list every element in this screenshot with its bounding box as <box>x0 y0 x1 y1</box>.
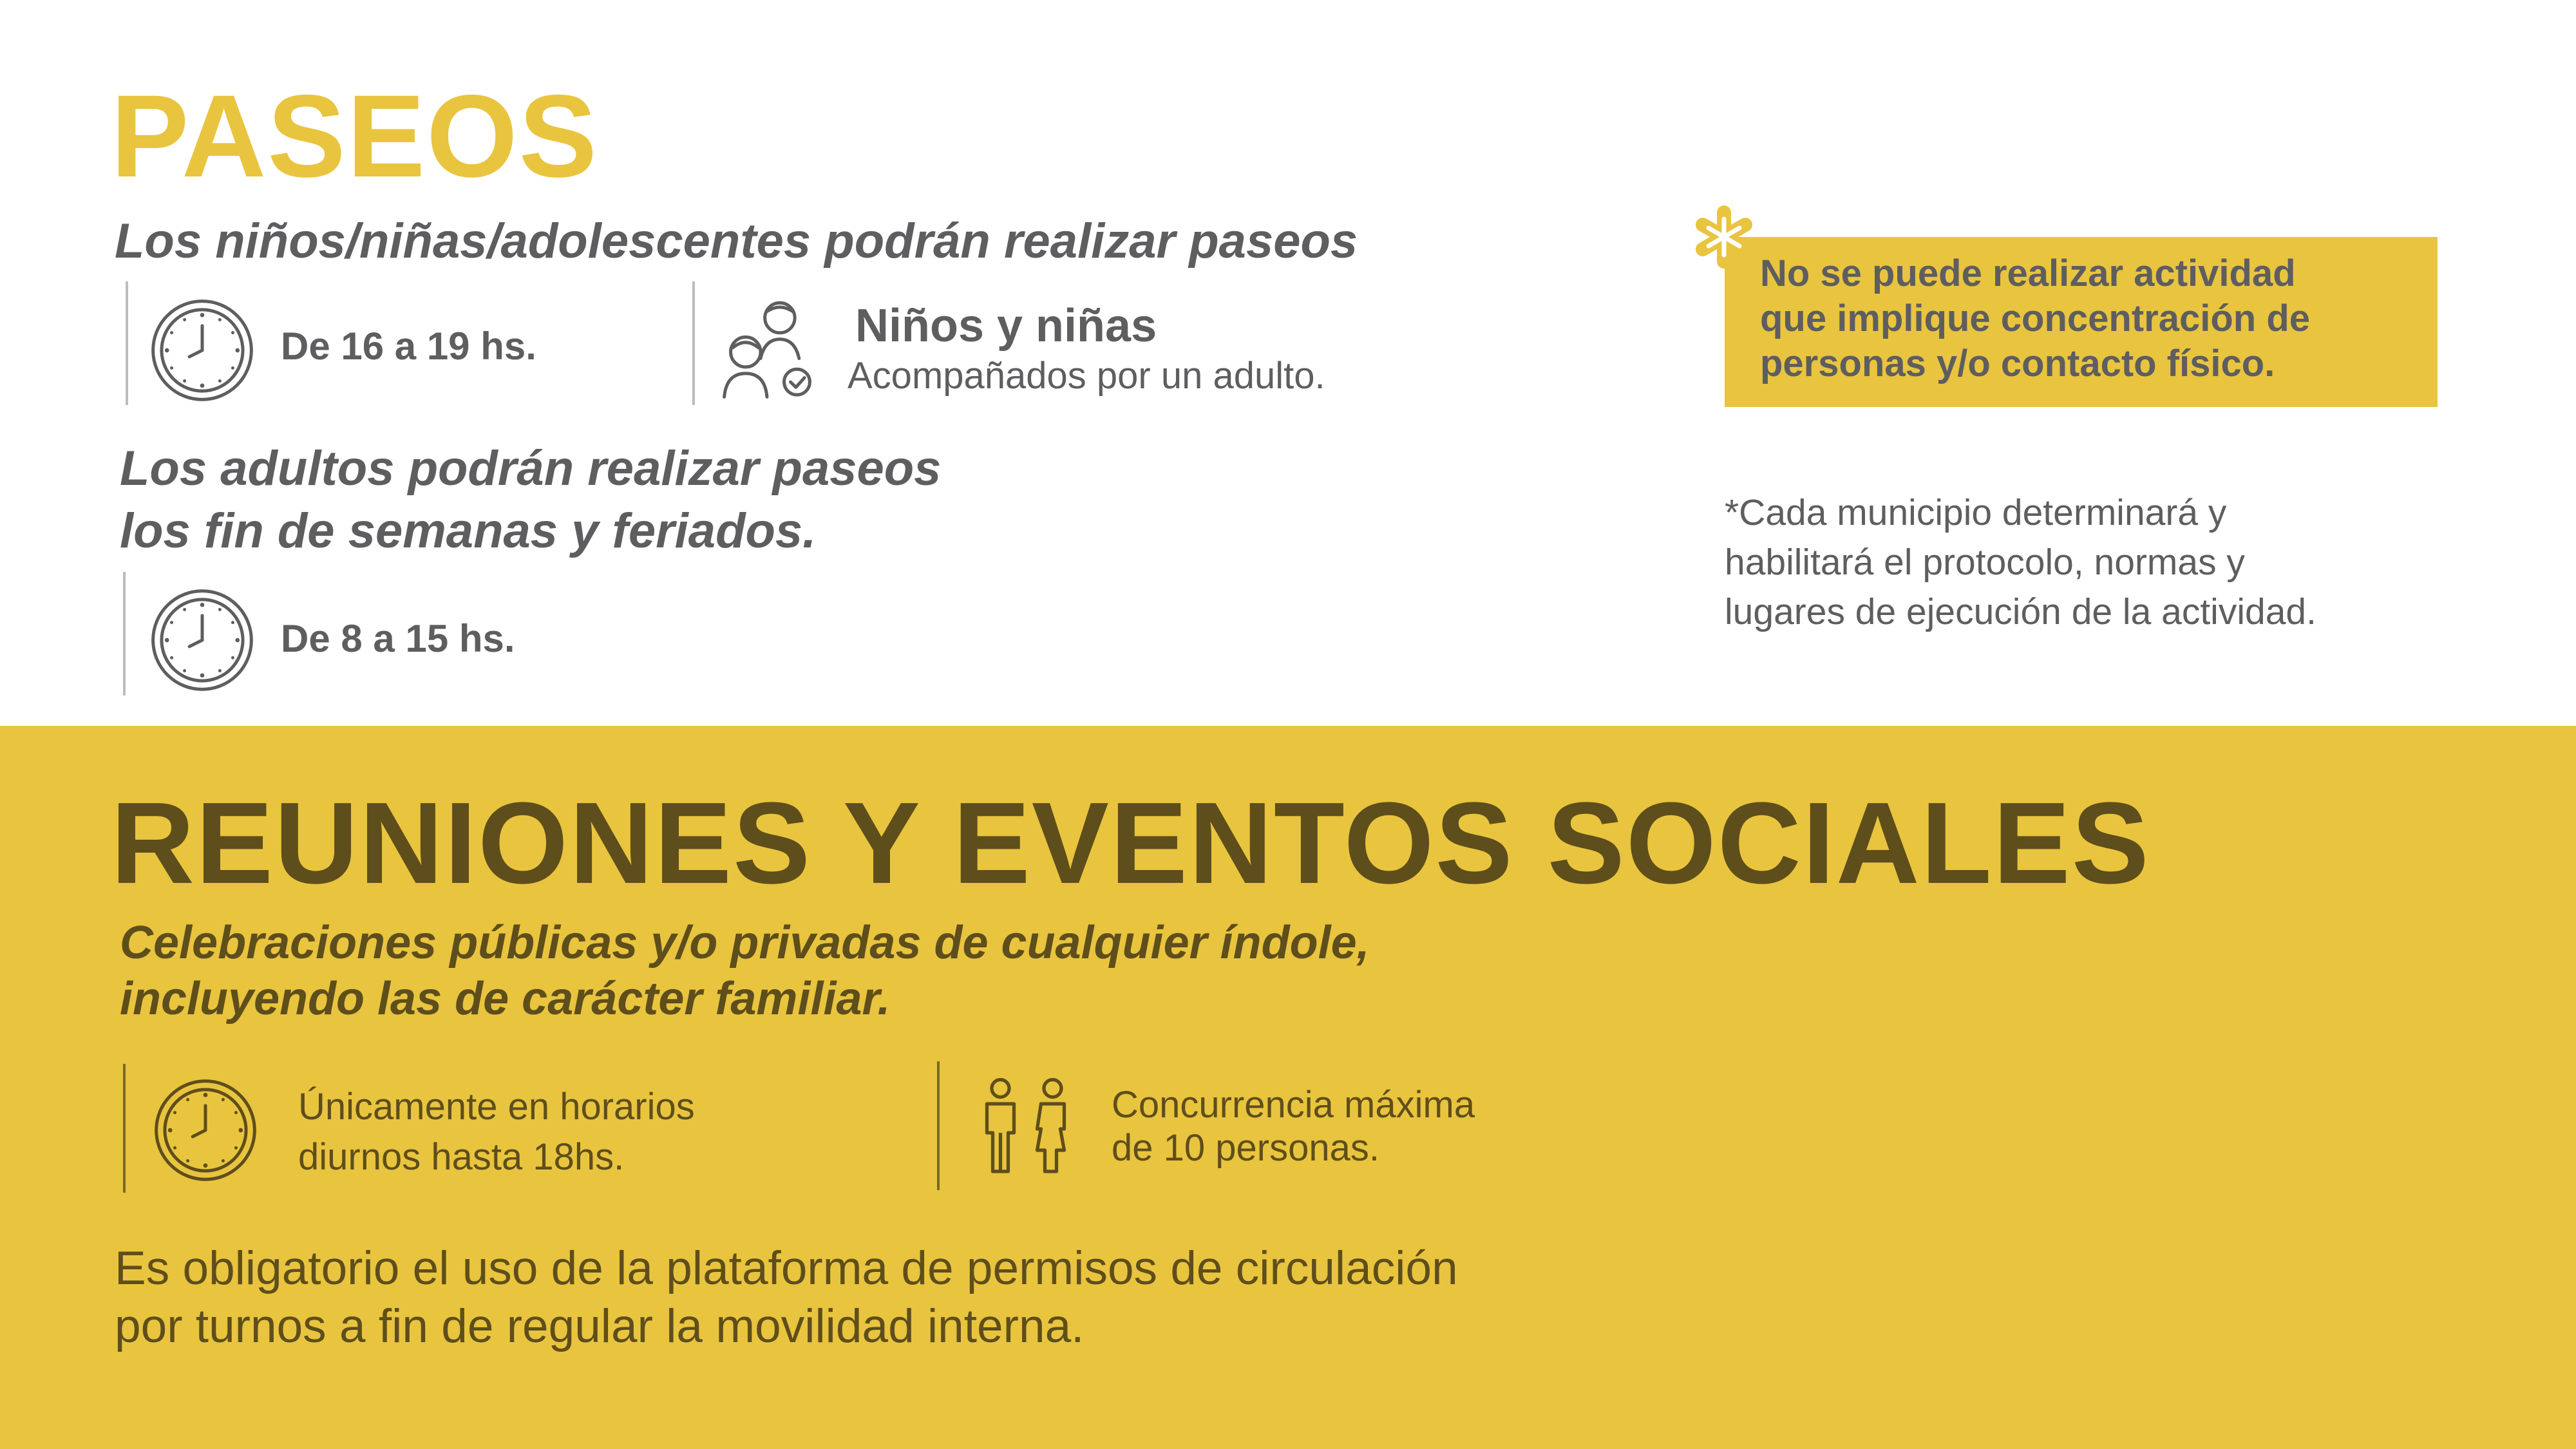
footnote-line-3: lugares de ejecución de la actividad. <box>1725 591 2316 632</box>
adults-time-text: De 8 a 15 hs. <box>281 617 515 660</box>
family-check-icon <box>714 293 820 402</box>
hours-line1: Únicamente en horarios <box>298 1086 695 1128</box>
divider-kids-group <box>692 281 695 405</box>
clock-icon <box>152 1077 259 1184</box>
municipality-footnote <box>1725 488 2497 637</box>
divider-hours <box>123 1064 126 1193</box>
warning-line-1: No se puede realizar actividad <box>1760 252 2296 294</box>
people-icon <box>972 1077 1081 1173</box>
footnote-line-2: habilitará el protocolo, normas y <box>1725 542 2245 583</box>
warning-text <box>1760 251 2430 386</box>
mandatory-line1: Es obligatorio el uso de la plataforma de permisos de circulación <box>115 1242 1458 1294</box>
events-heading-line2: incluyendo las de carácter familiar. <box>120 973 891 1025</box>
events-heading-line1: Celebraciones públicas y/o privadas de cualquier índole, <box>120 917 1370 969</box>
adults-heading-line2: los fin de semanas y feriados. <box>120 504 817 558</box>
paseos-title: PASEOS <box>111 70 599 202</box>
divider-adults-time <box>123 572 126 696</box>
divider-capacity <box>937 1061 940 1190</box>
divider-kids-time <box>126 281 128 405</box>
footnote-line-1: *Cada municipio determinará y <box>1725 492 2227 533</box>
kids-group-subtitle: Acompañados por un adulto. <box>848 355 1325 397</box>
kids-heading: Los niños/niñas/adolescentes podrán realizar paseos <box>115 214 1358 269</box>
events-title: REUNIONES Y EVENTOS SOCIALES <box>111 779 2150 908</box>
warning-line-2: que implique concentración de <box>1760 298 2311 339</box>
adults-heading-line1: Los adultos podrán realizar paseos <box>120 441 942 496</box>
clock-icon <box>149 297 256 404</box>
asterisk-icon <box>1692 205 1756 269</box>
warning-line-3: personas y/o contacto físico. <box>1760 343 2275 384</box>
capacity-line1: Concurrencia máxima <box>1112 1084 1475 1126</box>
capacity-line2: de 10 personas. <box>1112 1127 1379 1169</box>
clock-icon <box>149 587 256 694</box>
kids-time-text: De 16 a 19 hs. <box>281 325 536 368</box>
mandatory-line2: por turnos a fin de regular la movilidad interna. <box>115 1300 1084 1352</box>
hours-line2: diurnos hasta 18hs. <box>298 1136 625 1178</box>
kids-group-title: Niños y niñas <box>855 300 1157 352</box>
